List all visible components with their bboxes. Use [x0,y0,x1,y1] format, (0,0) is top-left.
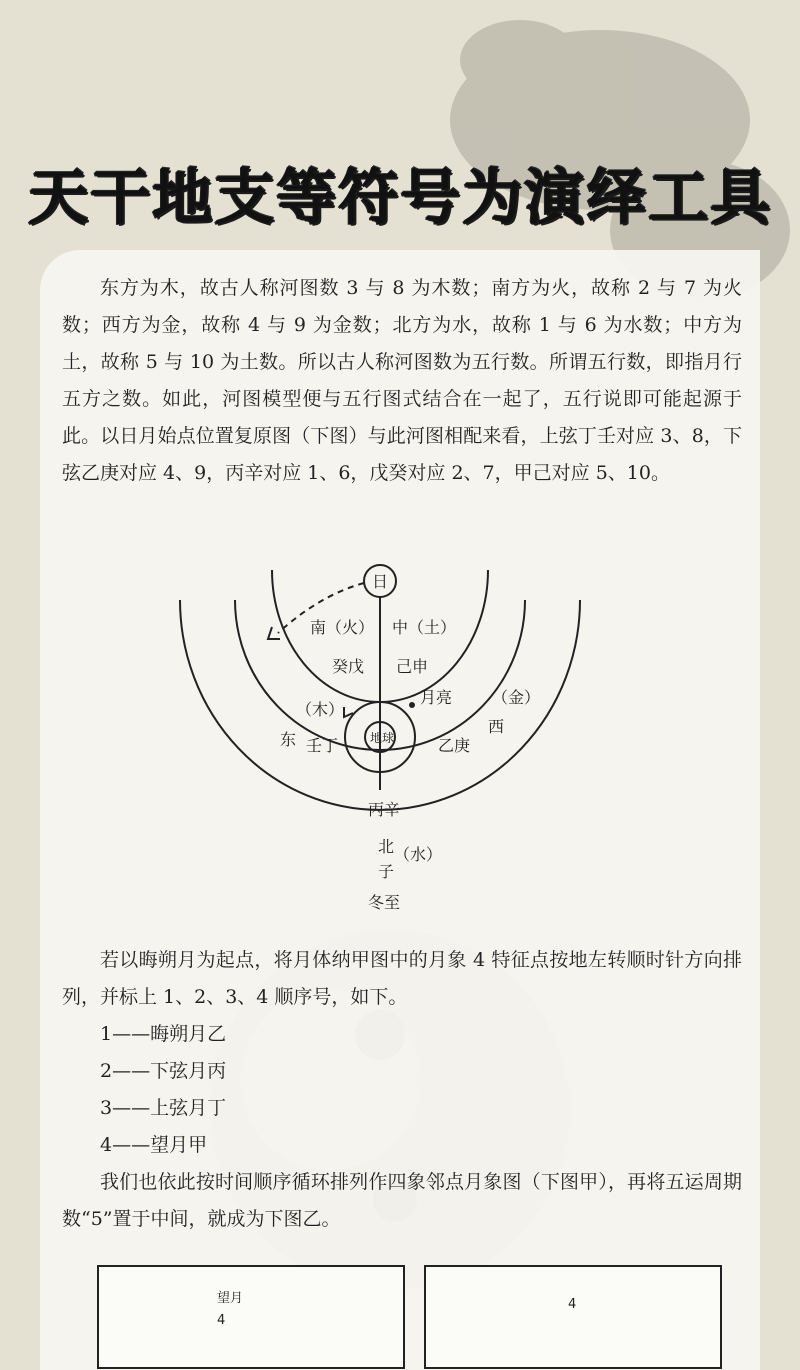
yi-geng-label: 乙庚 [438,736,471,755]
water-label: （水） [394,845,443,864]
box-left-label: 望月 [217,1291,244,1306]
wood-label: （木） [296,700,345,719]
box-left-number: 4 [217,1313,226,1328]
moon-label: 月亮 [420,688,453,707]
third-text: 我们也依此按时间顺序循环排列作四象邻点月象图（下图甲），再将五运周期数“5”置于中间，就成为下图乙。 [62,1171,742,1230]
north-label: 北 [378,837,395,856]
second-text: 若以晦朔月为起点，将月体纳甲图中的月象 4 特征点按地左转顺时针方向排列，并标上 1、2、3、4 顺序号，如下。 [62,949,742,1008]
list-item: 1——晦朔月乙 [100,1023,227,1045]
sun-moon-position-diagram [150,555,610,920]
moon-dot [409,702,415,708]
second-paragraph [62,942,742,1238]
ren-ding-label: 壬丁 [306,736,339,755]
ji-shen-label: 己申 [396,657,429,676]
page-title: 天干地支等符号为演绎工具 [28,163,772,233]
west-label: 西 [488,717,505,736]
winter-solstice-label: 冬至 [368,893,401,912]
list-item: 2——下弦月丙 [100,1060,227,1082]
zi-label: 子 [378,862,395,881]
list-item: 4——望月甲 [100,1134,208,1156]
figure-box-left [97,1265,405,1369]
sun-label: 日 [372,572,389,591]
list-item: 3——上弦月丁 [100,1097,227,1119]
figure-box-right [424,1265,722,1369]
earth-label: 地球 [370,731,395,745]
center-label: 中（土） [392,618,457,637]
east-label: 东 [280,730,297,749]
metal-label: （金） [492,688,541,707]
box-right-number: 4 [568,1297,577,1312]
intro-paragraph [62,270,742,492]
bing-xin-label: 丙辛 [368,800,401,819]
south-label: 南（火） [310,618,375,637]
wu-gui-label: 癸戊 [332,657,365,676]
intro-text: 东方为木，故古人称河图数 3 与 8 为木数；南方为火，故称 2 与 7 为火数；西方为金，故称 4 与 9 为金数；北方为水，故称 1 与 6 为水数；中方为土，故称 5 与 10 为土数。所以古人称河图数为五行数。所谓五行数，即指月行五方之数。如此，河图模型便与五行图式结合在一起了，五行说即可能起源于此。以日月始点位置复原图（下图）与此河图相配来看，上弦丁壬对应 3、8，下弦乙庚对应 4、9，丙辛对应 1、6，戊癸对应 2、7，甲己对应 5、10。 [62,277,742,484]
